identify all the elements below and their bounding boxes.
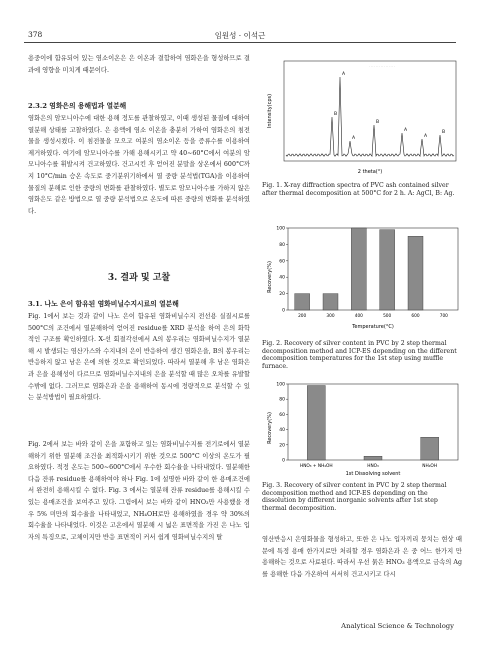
fig2-xtick-label: 200 [298,314,307,319]
fig2-bar [295,294,310,310]
fig2-ylabel: Recovery(%) [267,261,273,293]
fig3-ylabel: Recovery(%) [267,412,273,444]
fig2-caption: Fig. 2. Recovery of silver content in PVC by 2 step thermal decomposition method and ICP-ES depending on the different decomposition temperatures for the 1st step using muffle furnace. [262,340,457,370]
fig1-peak-label: A [342,72,346,77]
journal-footer: Analytical Science & Technology [341,622,454,630]
fig3-ytick-label: 0 [282,458,285,464]
fig2-bar [408,236,423,310]
fig3-ytick-label: 60 [279,412,285,418]
fig1-xrd-trace [286,77,454,156]
fig1-xlabel: 2 theta(°) [357,169,383,175]
fig3-xtick-label: HNO₃ + NH₄OH [299,464,333,469]
header-rule [24,42,456,43]
fig2-bar [323,294,338,310]
fig2-bar [351,228,366,310]
fig2-xtick-label: 300 [326,314,335,319]
fig2-xtick-label: 700 [439,314,448,319]
fig3-bar [364,456,382,460]
fig3-ytick-label: 20 [279,443,285,449]
fig3-ytick-label: 100 [276,382,285,388]
fig2-ytick-label: 20 [279,292,285,298]
fig3-bar-chart [262,378,462,478]
fig2-ytick-label: 100 [276,226,285,232]
fig1-plot-frame [284,61,456,161]
paragraph-dissolution-method: 염화은의 암모니아수에 대한 용해 정도를 관찰하였고, 이때 생성된 물질에 대하여 열분해 상태를 고찰하였다. 은 용액에 염소 이온을 충분히 가하여 염화은의 침전물을 생성시켰다. 이 침전물을 모으고 여분의 염소이온 등을 증류수를 이용하여 제거하였다. 여기에 암모니아수를 가해 용해시키고 약 40~60°C에서 여분의 암모니아수를 휘발시켜 건고하였다. 건고시킨 후 얻어진 분말을 상온에서 600°C까지 10°C/min 승온 속도로 중기분위기하에서 열 중량 분석법(TGA)을 이용하여 물질의 분해로 인한 중량의 변화를 관찰하였다. 별도로 암모니아수를 가하지 않은 염화은도 같은 방법으로 열 중량 분석법으로 온도에 따른 중량의 변화를 분석하였다. [28,115,250,215]
fig3-ytick-label: 40 [279,428,285,434]
fig3-caption: Fig. 3. Recovery of silver content in PVC by 2 step thermal decomposition method and ICP-ES depending on the dissolution by different inorganic solvents after 1st step thermal decomposition. [262,482,447,512]
fig1-peak-label: B [334,112,338,117]
fig3-bar [421,437,439,460]
fig1-peak-label: A [352,136,356,141]
paragraph-fig2-fig3-discussion: Fig. 2에서 보는 바와 같이 은을 포함하고 있는 염화비닐수지를 전기로에서 열분해하기 위한 열분해 조건을 최적화시키기 위한 것으로 500°C 이상의 온도가 필요하였다. 적정 온도는 500~600°C에서 우수한 회수율을 나타내었다. 열분해한 다음 잔류 residue를 용해하여야 하나 Fig. 1에 설명한 바와 같이 한 용매조건에서 완전히 용해시킬 수 없다. Fig. 3 에서는 열분해 잔류 residue를 용해시킬 수 있는 용매조건을 보여주고 있다. 그림에서 보는 바와 같이 HNO₃만 사용했을 경우 5% 미만의 회수율을 나타내었고, NH₄OH로만 용해하였을 경우 약 30%의 회수율을 나타내었다. 이것은 고온에서 열분해 시 넓은 표면적을 가진 은 나노 입자의 특징으로, 고체이지만 반응 표면적이 커서 쉽게 염화비닐수지의 탈 [28,441,250,541]
fig3-xtick-label: HNO₃ [367,464,379,469]
paragraph-fig1-discussion: Fig. 1에서 보는 것과 같이 나노 은이 함유된 염화비닐수지 전선용 실질시료를 500°C의 조건에서 열분해하여 얻어진 residue를 XRD 분석을 하여 은의 화학적인 구조를 확인하였다. X-선 회절각선에서 A의 봉우리는 염화비닐수지가 열분해 시 발생되는 염산가스와 수지내의 은이 반응하여 생긴 염화은을, B의 봉우리는 반응하지 않고 남은 은에 의한 것으로 확인되었다. 따라서 열분해 후 남은 염화은과 은을 용해성이 다르므로 염화비닐수지내의 은을 분석할 때 많은 오차를 유발할 수밖에 없다. 그러므로 염화은과 은을 용해하여 동시에 정량적으로 분석할 수 있는 분석방법이 필요하였다. [28,313,250,402]
fig2-xlabel: Temperature(°C) [352,324,394,330]
fig1-peak-label: B [376,120,380,125]
fig3-xlabel: 1st Dissolving solvent [345,471,401,477]
fig2-bar [380,230,395,310]
fig2-bar-chart [262,222,462,332]
fig2-ytick-label: 60 [279,259,285,265]
fig2-ytick-label: 40 [279,275,285,281]
fig1-peak-label: B [442,130,446,135]
fig2-ytick-label: 80 [279,242,285,248]
fig2-xtick-label: 500 [383,314,392,319]
fig2-xtick-label: 600 [411,314,420,319]
fig3-ytick-label: 80 [279,397,285,403]
fig2-xtick-label: 400 [354,314,363,319]
section-heading-3-1: 3.1. 나노 은이 함유된 염화비닐수지시료의 열분해 [28,300,179,308]
fig1-ylabel: Intensity(cps) [267,93,273,129]
fig1-caption: Fig. 1. X-ray diffraction spectra of PVC ash contained silver after thermal decomposition at 500°C for 2 h. A: AgCl, B: Ag. [262,182,455,197]
page-number: 378 [28,30,43,39]
fig1-peak-label: A [424,134,428,139]
paragraph-intro: 용중이에 함유되어 있는 염소이온은 은 이온과 결합하여 염화은을 형성하므로 결과에 영향을 미치게 때문이다. [28,55,250,74]
section-heading-results: 3. 결과 및 고찰 [107,273,171,283]
paragraph-right-bottom: 염산반응시 은염화물을 형성하고, 또한 은 나노 입자끼리 뭉치는 현상 때문에 특정 용매 한가지로만 처리할 경우 염화은과 은 중 어느 한가지 만 용해하는 것으로 사료된다. 따라서 우선 묽은 HNO₃ 용액으로 금속의 Ag를 용해한 다음 가온하여 서서히 건고시키고 다시 [262,536,462,578]
fig3-xtick-label: NH₄OH [422,464,438,469]
fig1-pdf-reference-note: · · · · · · · · · · · · · · · · [369,65,395,68]
running-header-authors: 임원성 · 이석근 [214,31,266,40]
fig1-peak-label: A [404,128,408,133]
fig1-xrd-chart [262,55,462,180]
fig2-ytick-label: 0 [282,308,285,314]
fig3-bar [307,386,325,460]
section-heading-2-3-2: 2.3.2 염화은의 용해법과 열분해 [28,102,127,110]
fig2-plot-frame [288,228,458,310]
